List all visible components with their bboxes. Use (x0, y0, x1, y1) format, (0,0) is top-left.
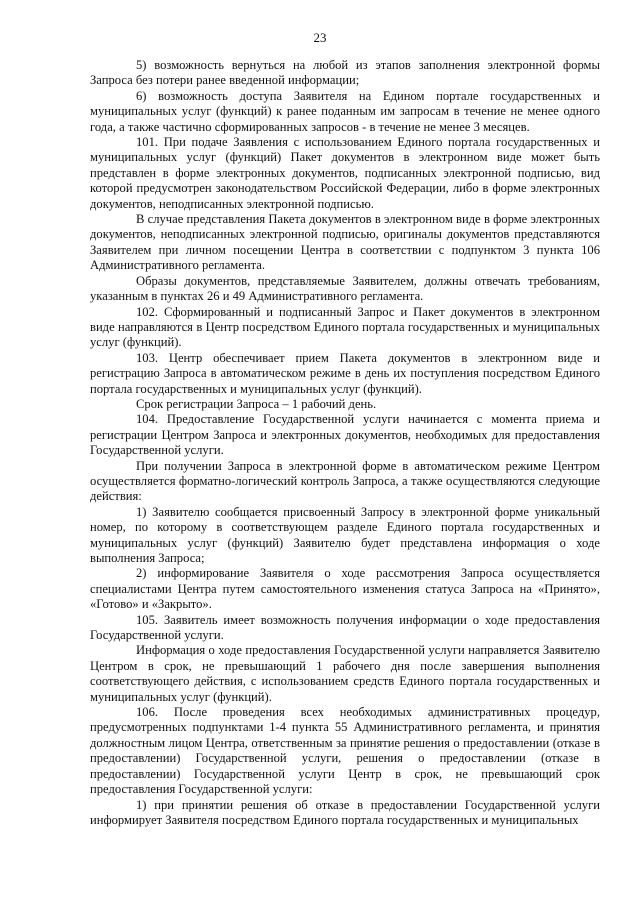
paragraph: В случае представления Пакета документов в электронном виде в форме электронных документов, неподписанных электронной подписью, оригиналы документов представляются Заявителем при личном посещении Центра в соответствии с подпунктом 3 пункта 106 Административного регламента. (90, 212, 600, 273)
paragraph-102: 102. Сформированный и подписанный Запрос и Пакет документов в электронном виде направляются в Центр посредством Единого портала государственных и муниципальных услуг (функций). (90, 304, 600, 350)
page-number: 23 (313, 30, 327, 45)
paragraph-item-1: 1) Заявителю сообщается присвоенный Запросу в электронной форме уникальный номер, по которому в соответствующем разделе Единого портала государственных и муниципальных услуг (функций) Заявителю будет представлена информация о ходе выполнения Запроса; (90, 504, 600, 565)
paragraph: Срок регистрации Запроса – 1 рабочий день. (136, 396, 377, 411)
body-text (90, 58, 600, 828)
paragraph-item-5: 5) возможность вернуться на любой из этапов заполнения электронной формы Запроса без потери ранее введенной информации; (90, 58, 600, 88)
paragraph-item-2: 2) информирование Заявителя о ходе рассмотрения Запроса осуществляется специалистами Центра путем самостоятельного изменения статуса Запроса на «Принято», «Готово» и «Закрыто». (90, 566, 600, 612)
paragraph-103: 103. Центр обеспечивает прием Пакета документов в электронном виде и регистрацию Запроса в автоматическом режиме в день их поступления посредством Единого портала государственных и муниципальных услуг (функций). (90, 350, 600, 396)
paragraph-item-1: 1) при принятии решения об отказе в предоставлении Государственной услуги информирует Заявителя посредством Единого портала государственных и муниципальных (90, 797, 600, 827)
paragraph-104: 104. Предоставление Государственной услуги начинается с момента приема и регистрации Центром Запроса и электронных документов, необходимых для предоставления Государственной услуги. (90, 412, 600, 458)
paragraph-106: 106. После проведения всех необходимых административных процедур, предусмотренных подпунктами 1-4 пункта 55 Административного регламента, и принятия должностным лицом Центра, ответственным за принятие решения о предоставлении (отказе в предоставлении) Государственной услуги, решения о предоставлении (отказе в предоставлении) Государственной услуги Центр в срок, не превышающий срок предоставления Государственной услуги: (90, 705, 600, 797)
paragraph-101: 101. При подаче Заявления с использованием Единого портала государственных и муниципальных услуг (функций) Пакет документов в электронном виде может быть представлен в форме электронных документов, подписанных электронной подписью, вид которой предусмотрен законодательством Российской Федерации, либо в форме электронных документов, неподписанных электронной подписью. (90, 135, 600, 211)
paragraph: При получении Запроса в электронной форме в автоматическом режиме Центром осуществляется форматно-логический контроль Запроса, а также осуществляются следующие действия: (90, 458, 600, 504)
paragraph-105: 105. Заявитель имеет возможность получения информации о ходе предоставления Государственной услуги. (90, 612, 600, 643)
paragraph: Образы документов, представляемые Заявителем, должны отвечать требованиям, указанным в пунктах 26 и 49 Административного регламента. (90, 273, 600, 304)
paragraph: Информация о ходе предоставления Государственной услуги направляется Заявителю Центром в срок, не превышающий 1 рабочего дня после завершения выполнения соответствующего действия, с использованием средств Единого портала государственных и муниципальных услуг (функций). (90, 643, 600, 704)
paragraph-item-6: 6) возможность доступа Заявителя на Едином портале государственных и муниципальных услуг (функций) к ранее поданным им запросам в течение не менее одного года, а также частично сформированных запросов - в течение не менее 3 месяцев. (90, 88, 600, 134)
